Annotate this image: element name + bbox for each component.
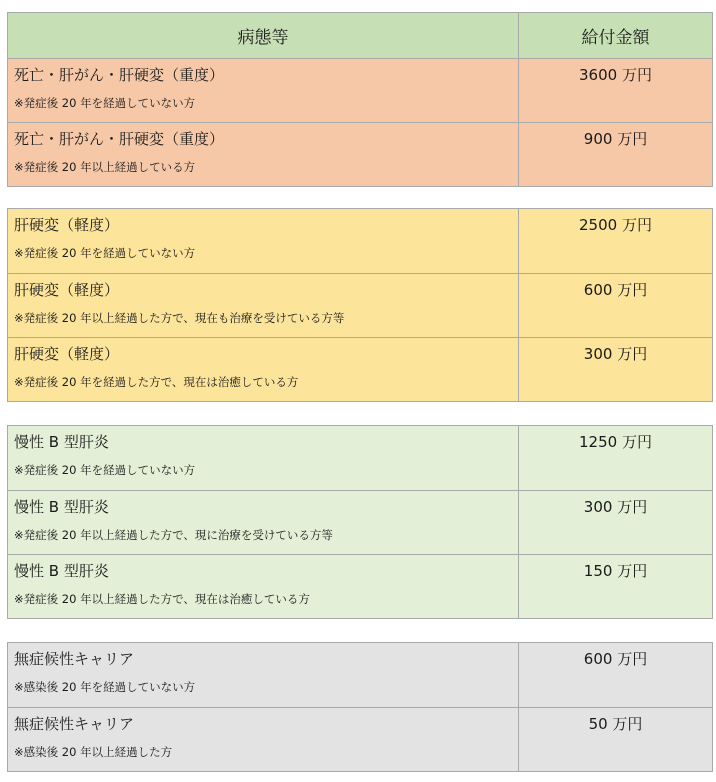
condition-name: 死亡・肝がん・肝硬変（重度）	[14, 130, 225, 148]
table-row	[8, 643, 712, 707]
table-row	[8, 209, 712, 273]
benefit-amount: 50 万円	[588, 715, 643, 733]
condition-note: ※発症後 20 年以上経過した方で、現に治療を受けている方等	[14, 528, 333, 542]
table-header-row	[8, 13, 712, 58]
benefit-amount: 2500 万円	[579, 216, 652, 234]
condition-note: ※発症後 20 年を経過した方で、現在は治癒している方	[14, 375, 299, 389]
benefit-amount: 600 万円	[583, 281, 648, 299]
table-group-asymptomatic-carrier	[7, 642, 713, 772]
benefit-amount: 1250 万円	[579, 433, 652, 451]
table-row	[8, 707, 712, 771]
table-row	[8, 273, 712, 337]
condition-name: 肝硬変（軽度）	[14, 281, 120, 299]
condition-name: 肝硬変（軽度）	[14, 345, 120, 363]
benefit-amount: 300 万円	[583, 498, 648, 516]
condition-note: ※発症後 20 年を経過していない方	[14, 246, 196, 260]
condition-name: 肝硬変（軽度）	[14, 216, 120, 234]
condition-note: ※感染後 20 年以上経過した方	[14, 745, 173, 759]
benefit-amount: 150 万円	[583, 562, 648, 580]
header-amount: 給付金額	[581, 28, 650, 48]
benefit-amount: 3600 万円	[579, 66, 652, 84]
table-row	[8, 58, 712, 122]
condition-note: ※感染後 20 年を経過していない方	[14, 680, 196, 694]
condition-note: ※発症後 20 年を経過していない方	[14, 96, 196, 110]
table-row	[8, 337, 712, 401]
condition-name: 慢性 B 型肝炎	[14, 562, 109, 580]
condition-note: ※発症後 20 年以上経過した方で、現在は治癒している方	[14, 592, 310, 606]
table-row	[8, 122, 712, 186]
table-row	[8, 554, 712, 618]
condition-name: 無症候性キャリア	[14, 650, 135, 668]
condition-name: 慢性 B 型肝炎	[14, 498, 109, 516]
table-row	[8, 490, 712, 554]
condition-name: 死亡・肝がん・肝硬変（重度）	[14, 66, 225, 84]
header-condition: 病態等	[8, 13, 519, 58]
benefit-amount: 300 万円	[583, 345, 648, 363]
condition-note: ※発症後 20 年以上経過した方で、現在も治療を受けている方等	[14, 311, 345, 325]
benefit-amount: 600 万円	[583, 650, 648, 668]
table-group-chronic-hepatitis-b	[7, 425, 713, 619]
table-row	[8, 426, 712, 490]
benefit-amount: 900 万円	[583, 130, 648, 148]
condition-name: 慢性 B 型肝炎	[14, 433, 109, 451]
condition-note: ※発症後 20 年以上経過している方	[14, 160, 196, 174]
condition-name: 無症候性キャリア	[14, 715, 135, 733]
condition-note: ※発症後 20 年を経過していない方	[14, 463, 196, 477]
table-group-death-cancer	[7, 12, 713, 187]
table-group-cirrhosis-mild	[7, 208, 713, 402]
